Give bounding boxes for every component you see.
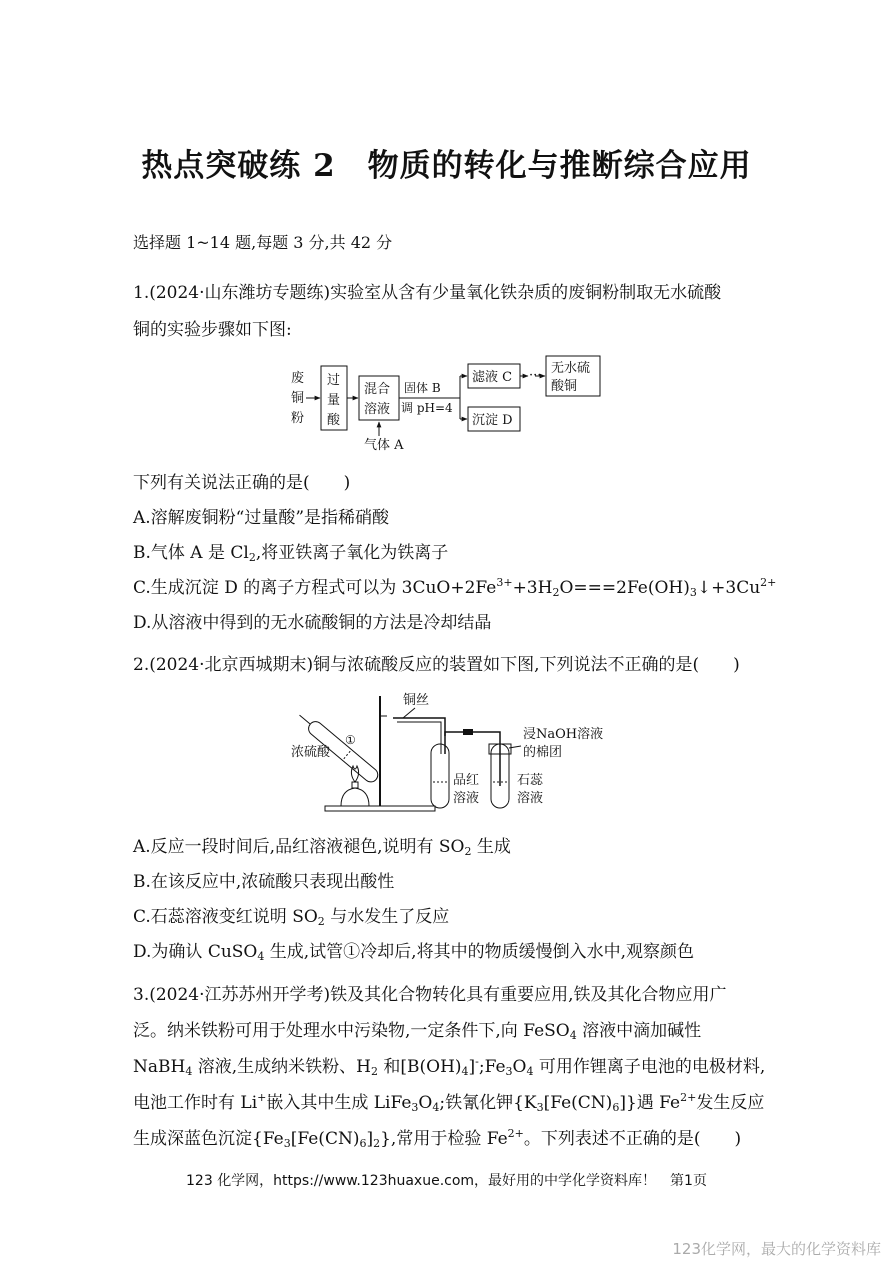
label-conc-acid: 浓硫酸 [291, 745, 331, 760]
q3-line2: 泛。纳米铁粉可用于处理水中污染物,一定条件下,向 FeSO$_4$ 溶液中滴加碱性 [133, 1021, 702, 1042]
flow-box2-2: 溶液 [364, 402, 391, 417]
q1-option-c: C.生成沉淀 D 的离子方程式可以为 $3CuO+2Fe^{3+}+3H_2O===2Fe(OH)_3↓+3Cu^{2+}$ [133, 576, 777, 599]
flow-box1-1: 过 [327, 373, 341, 388]
q1-stem-line2: 铜的实验步骤如下图: [133, 320, 292, 340]
flow-cond-2: 调 pH=4 [401, 401, 453, 415]
label-pinred-1: 品红 [453, 773, 480, 788]
q1-option-a: A.溶解废铜粉“过量酸”是指稀硝酸 [133, 508, 390, 528]
flow-box4-1: 无水硫 [551, 361, 591, 376]
q2-option-c: C.石蕊溶液变红说明 $SO_2$ 与水发生了反应 [133, 907, 450, 928]
label-copper-wire: 铜丝 [403, 693, 430, 708]
label-naoh-2: 的棉团 [523, 745, 563, 760]
q2-stem: 2.(2024·北京西城期末)铜与浓硫酸反应的装置如下图,下列说法不正确的是( ) [133, 655, 740, 675]
q3-line5: 生成深蓝色沉淀$\{Fe_3[Fe(CN)_6]_2\}$,常用于检验 $Fe^{2+}$。下列表述不正确的是( ) [133, 1127, 742, 1150]
flow-box2-1: 混合 [364, 382, 391, 397]
q3-line3: NaBH$_4$ 溶液,生成纳米铁粉、$H_2$ 和$[B(OH)_4]^-;Fe_3O_4$ 可用作锂离子电池的电极材料, [133, 1055, 766, 1078]
flow-box3: 滤液 C [472, 370, 513, 385]
q2-option-b: B.在该反应中,浓硫酸只表现出酸性 [133, 872, 395, 892]
flow-gas-a: 气体 A [364, 438, 404, 452]
q3-line1: 3.(2024·江苏苏州开学考)铁及其化合物转化具有重要应用,铁及其化合物应用广 [133, 985, 727, 1005]
flow-box4-2: 酸铜 [551, 379, 578, 394]
page-footer: 123 化学网，https://www.123huaxue.com，最好用的中学化学资料库！ 第1页 [186, 1173, 707, 1189]
label-tube-number: ① [345, 733, 356, 747]
label-litmus-2: 溶液 [517, 791, 544, 806]
flow-cond-1: 固体 B [404, 381, 441, 395]
flow-dots: ··· [529, 368, 542, 383]
q1-stem-line1: 1.(2024·山东潍坊专题练)实验室从含有少量氧化铁杂质的废铜粉制取无水硫酸 [133, 283, 722, 303]
flow-input-1: 废 [291, 371, 305, 386]
label-naoh-1: 浸NaOH溶液 [523, 727, 604, 742]
section-intro: 选择题 1~14 题,每题 3 分,共 42 分 [133, 233, 393, 252]
flow-input-2: 铜 [291, 391, 305, 406]
q1-option-b: B.气体 A 是 $Cl_2$,将亚铁离子氧化为铁离子 [133, 543, 449, 564]
page-title: 热点突破练 2 物质的转化与推断综合应用 [141, 148, 752, 184]
watermark: 123化学网，最大的化学资料库 [672, 1240, 881, 1258]
q2-option-d: D.为确认 CuSO$_4$ 生成,试管①冷却后,将其中的物质缓慢倒入水中,观察颜色 [133, 942, 694, 963]
label-litmus-1: 石蕊 [517, 773, 544, 788]
label-pinred-2: 溶液 [453, 791, 480, 806]
q3-line4: 电池工作时有 Li+嵌入其中生成 $LiFe_3O_4$;铁氰化钾$\{K_3[Fe(CN)_6]\}$遇 $Fe^{2+}$发生反应 [133, 1091, 765, 1114]
q1-flow-diagram [280, 352, 620, 452]
q2-option-a: A.反应一段时间后,品红溶液褪色,说明有 $SO_2$ 生成 [133, 837, 511, 858]
q1-option-d: D.从溶液中得到的无水硫酸铜的方法是冷却结晶 [133, 613, 492, 633]
flow-input-3: 粉 [291, 411, 305, 426]
q1-question: 下列有关说法正确的是( ) [133, 473, 351, 493]
q2-apparatus-diagram [285, 686, 625, 816]
flow-box1-3: 酸 [327, 413, 341, 428]
flow-box5: 沉淀 D [472, 413, 513, 428]
flow-box1-2: 量 [327, 393, 341, 408]
